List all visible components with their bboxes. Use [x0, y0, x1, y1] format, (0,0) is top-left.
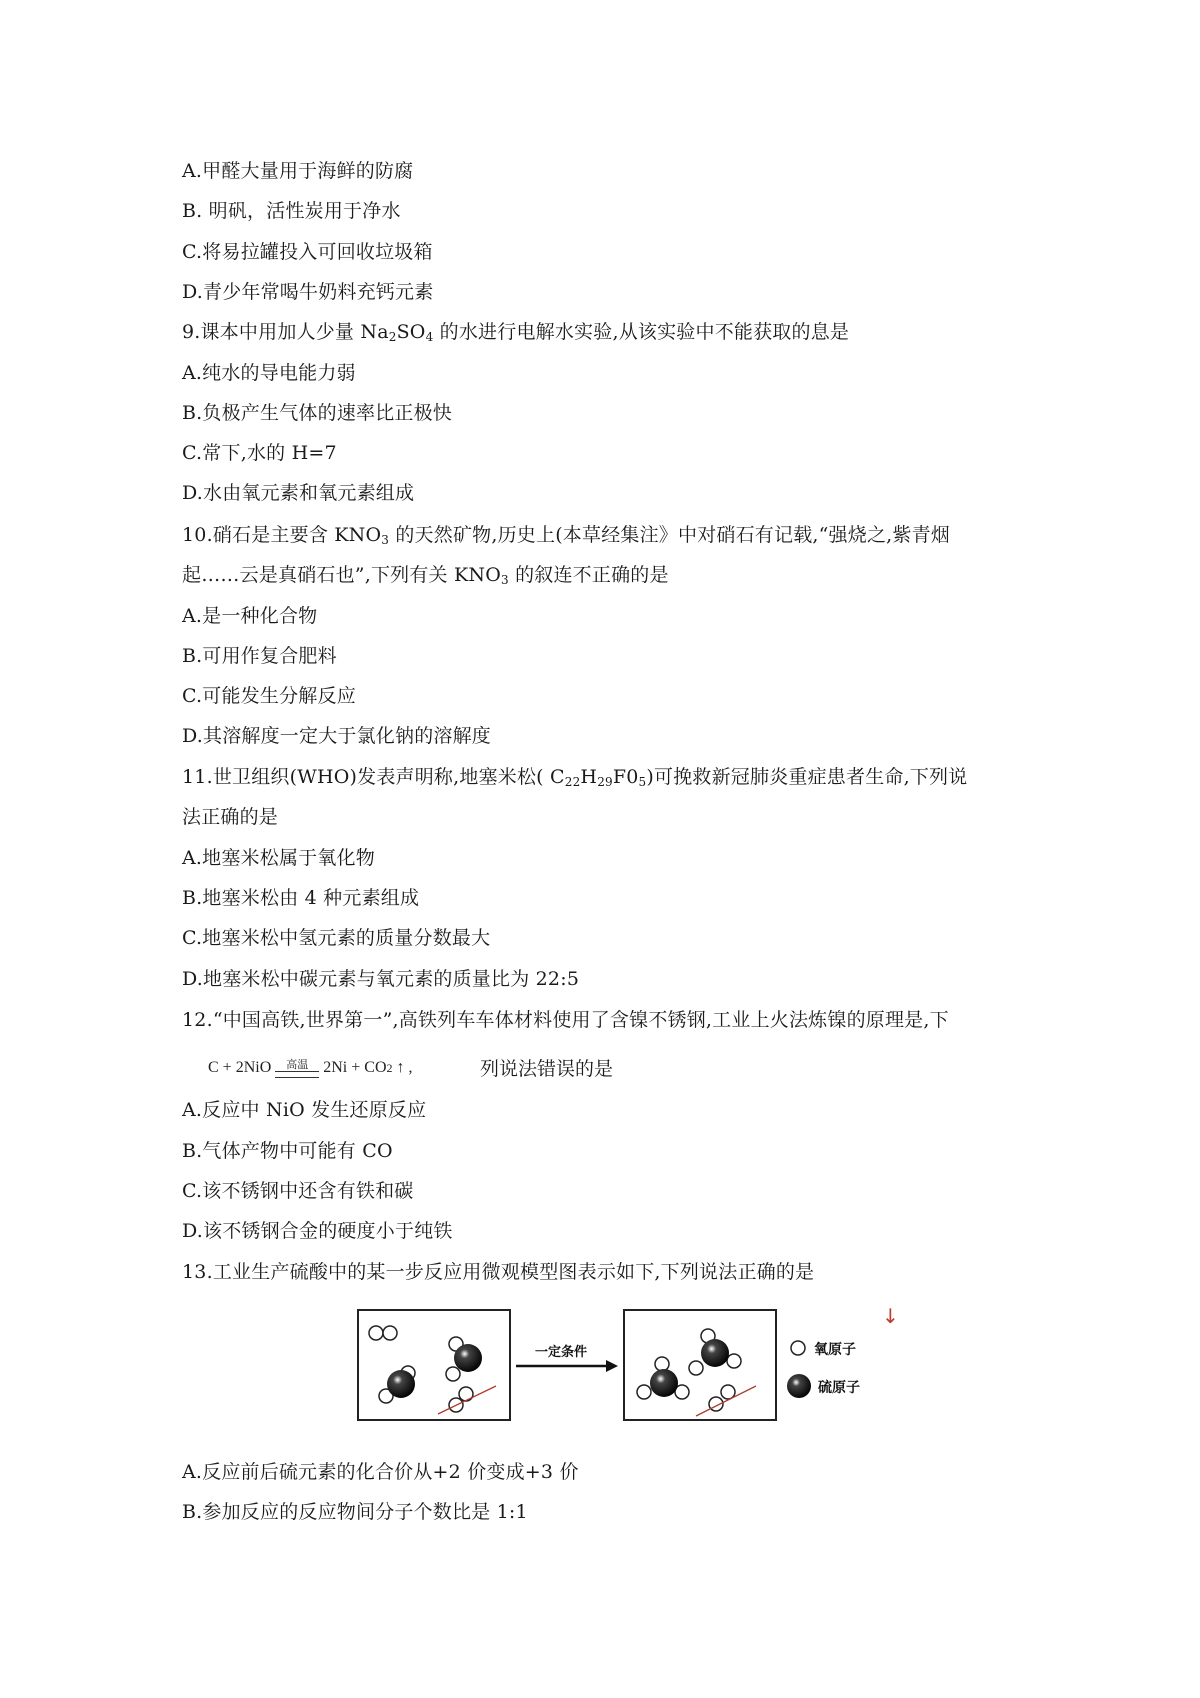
chemical-equation: C + 2NiO 高温 2Ni + CO 2 ↑ , — [208, 1058, 413, 1076]
legend-sulfur-icon — [787, 1374, 811, 1398]
question-12-stem: 12.“中国高铁,世界第一”,高铁列车车体材料使用了含镍不锈钢,工业上火法炼镍的原理是,下 — [182, 1009, 949, 1031]
option-line: B.负极产生气体的速率比正极快 — [182, 402, 453, 424]
option-line: A.地塞米松属于氧化物 — [182, 847, 375, 869]
arrow-head — [606, 1360, 618, 1372]
option-line: A.纯水的导电能力弱 — [182, 362, 356, 384]
reaction-arrow: 高温 — [275, 1059, 319, 1078]
option-line: B. 明矾，活性炭用于净水 — [182, 200, 401, 222]
option-line: B.地塞米松由 4 种元素组成 — [182, 887, 420, 909]
question-9-stem: 9.课本中用加人少量 $Na_2SO_4$ 的水进行电解水实验,从该实验中不能获取的息是 — [182, 321, 850, 344]
option-line: D.地塞米松中碳元素与氧元素的质量比为 22:5 — [182, 968, 580, 990]
legend-sulfur-label: 硫原子 — [818, 1380, 860, 1396]
option-line: C.该不锈钢中还含有铁和碳 — [182, 1180, 414, 1202]
question-12-stem-cont: 列说法错误的是 — [480, 1058, 614, 1080]
option-line: C.可能发生分解反应 — [182, 685, 356, 707]
option-line: A.是一种化合物 — [182, 605, 318, 627]
question-11-stem-cont: 法正确的是 — [182, 806, 279, 828]
option-line: A.反应中 NiO 发生还原反应 — [182, 1099, 427, 1121]
question-10-stem-cont: 起……云是真硝石也”,下列有关 $KNO_3$ 的叙连不正确的是 — [182, 564, 669, 587]
question-13-stem: 13.工业生产硫酸中的某一步反应用微观模型图表示如下,下列说法正确的是 — [182, 1261, 815, 1283]
option-line: A.反应前后硫元素的化合价从+2 价变成+3 价 — [182, 1461, 579, 1483]
question-10-stem: 10.硝石是主要含 $KNO_3$ 的天然矿物,历史上(本草经集注》中对硝石有记载,“强烧之,紫青烟 — [182, 524, 950, 547]
option-line: B.气体产物中可能有 CO — [182, 1140, 393, 1162]
option-line: C.常下,水的 H=7 — [182, 442, 337, 464]
question-11-stem: 11.世卫组织(WHO)发表声明称,地塞米松( $C_{22}H_{29}F0_5$)可挽救新冠肺炎重症患者生命,下列说 — [182, 766, 968, 789]
option-line: C.地塞米松中氢元素的质量分数最大 — [182, 927, 491, 949]
sulfur-atom — [701, 1339, 729, 1367]
option-line: D.其溶解度一定大于氯化钠的溶解度 — [182, 725, 491, 747]
option-line: C.将易拉罐投入可回收垃圾箱 — [182, 241, 433, 263]
reactants-box — [358, 1310, 510, 1420]
sulfur-atom — [650, 1369, 678, 1397]
stray-red-mark: ↓ — [882, 1304, 899, 1328]
arrow-label: 一定条件 — [534, 1345, 588, 1360]
molecular-model-diagram — [356, 1306, 896, 1426]
option-line: D.青少年常喝牛奶料充钙元素 — [182, 281, 434, 303]
legend-oxygen-label: 氧原子 — [814, 1342, 856, 1358]
sulfur-atom — [387, 1370, 415, 1398]
option-line: D.该不锈钢合金的硬度小于纯铁 — [182, 1220, 453, 1242]
option-line: B.可用作复合肥料 — [182, 645, 337, 667]
legend-oxygen-icon — [791, 1341, 805, 1355]
sulfur-atom — [454, 1344, 482, 1372]
option-line: A.甲醛大量用于海鲜的防腐 — [182, 160, 414, 182]
option-line: D.水由氧元素和氧元素组成 — [182, 482, 415, 504]
option-line: B.参加反应的反应物间分子个数比是 1:1 — [182, 1501, 528, 1523]
